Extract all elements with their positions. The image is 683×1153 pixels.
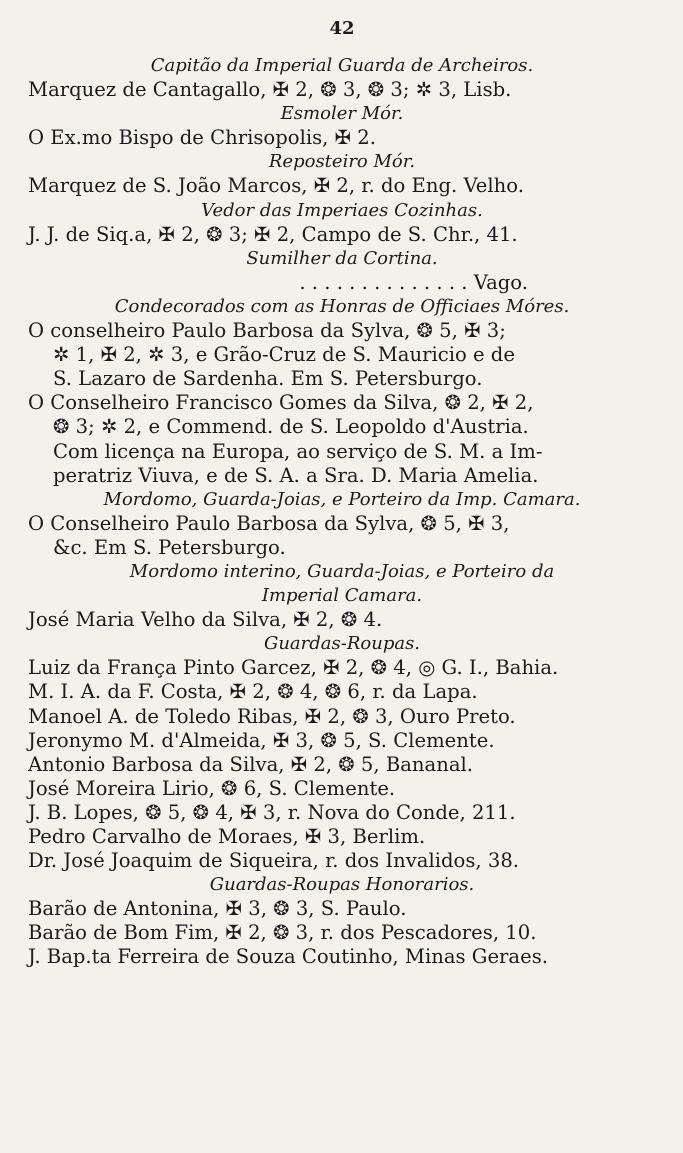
section-heading: Imperial Camara. [261,585,423,607]
section-heading: Condecorados com as Honras de Officiaes Móres. [114,295,570,317]
entry-line: Marquez de S. João Marcos, ✠ 2, r. do Eng. Velho. [28,174,524,198]
entry-continuation: peratriz Viuva, e de S. A. a Sra. D. Maria Amelia. [53,463,539,487]
entry-line: O Conselheiro Francisco Gomes da Silva, ❂ 2, ✠ 2, [28,391,534,415]
entry-line: Dr. José Joaquim de Siqueira, r. dos Invalidos, 38. [28,849,520,873]
entry-line: Pedro Carvalho de Moraes, ✠ 3, Berlim. [28,825,426,848]
section-heading: Guardas-Roupas. [263,633,421,655]
vacant-entry: . . . . . . . . . . . . . . Vago. [299,270,528,294]
section-heading: Capitão da Imperial Guarda de Archeiros. [150,55,534,76]
entry-line: J. J. de Siq.a, ✠ 2, ❂ 3; ✠ 2, Campo de S. Chr., 41. [28,222,518,246]
entry-line: O Conselheiro Paulo Barbosa da Sylva, ❂ 5, ✠ 3, [28,511,510,535]
entry-line: M. I. A. da F. Costa, ✠ 2, ❂ 4, ❂ 6, r. da Lapa. [28,680,478,704]
entry-continuation: Com licença na Europa, ao serviço de S. M. a Im- [53,439,543,463]
entry-line: O conselheiro Paulo Barbosa da Sylva, ❂ 5, ✠ 3; [28,319,506,343]
entry-continuation: S. Lazaro de Sardenha. Em S. Petersburgo. [53,367,483,391]
section-heading: Reposteiro Mór. [268,151,416,173]
entry-continuation: ✲ 1, ✠ 2, ✲ 3, e Grão-Cruz de S. Mauricio e de [53,343,515,367]
section-heading: Mordomo interino, Guarda-Joias, e Porteiro da [129,560,555,582]
page-number: 42 [329,18,355,39]
entry-line: Antonio Barbosa da Silva, ✠ 2, ❂ 5, Bananal. [28,752,474,776]
section-heading: Vedor das Imperiaes Cozinhas. [201,199,483,221]
section-heading: Sumilher da Cortina. [246,247,438,269]
entry-line: Jeronymo M. d'Almeida, ✠ 3, ❂ 5, S. Clemente. [28,728,495,752]
entry-line: José Maria Velho da Silva, ✠ 2, ❂ 4. [28,608,383,632]
section-heading: Esmoler Mór. [280,103,404,125]
entry-line: José Moreira Lirio, ❂ 6, S. Clemente. [28,776,396,800]
text-body [28,54,656,970]
entry-line: Luiz da França Pinto Garcez, ✠ 2, ❂ 4, ◎ G. I., Bahia. [28,656,559,680]
entry-line: O Ex.mo Bispo de Chrisopolis, ✠ 2. [28,126,376,150]
section-heading: Mordomo, Guarda-Joias, e Porteiro da Imp. Camara. [103,488,581,510]
entry-continuation: ❂ 3; ✲ 2, e Commend. de S. Leopoldo d'Austria. [53,415,529,439]
entry-line: Marquez de Cantagallo, ✠ 2, ❂ 3, ❂ 3; ✲ 3, Lisb. [28,78,512,102]
entry-continuation: &c. Em S. Petersburgo. [53,535,286,559]
entry-line: Manoel A. de Toledo Ribas, ✠ 2, ❂ 3, Ouro Preto. [28,704,516,728]
entry-line: Barão de Antonina, ✠ 3, ❂ 3, S. Paulo. [28,897,407,921]
section-heading: Guardas-Roupas Honorarios. [209,874,475,896]
document-page [28,14,656,970]
entry-line: J. B. Lopes, ❂ 5, ❂ 4, ✠ 3, r. Nova do Conde, 211. [28,800,516,824]
entry-line: J. Bap.ta Ferreira de Souza Coutinho, Minas Geraes. [28,945,548,969]
entry-line: Barão de Bom Fim, ✠ 2, ❂ 3, r. dos Pescadores, 10. [28,921,537,945]
